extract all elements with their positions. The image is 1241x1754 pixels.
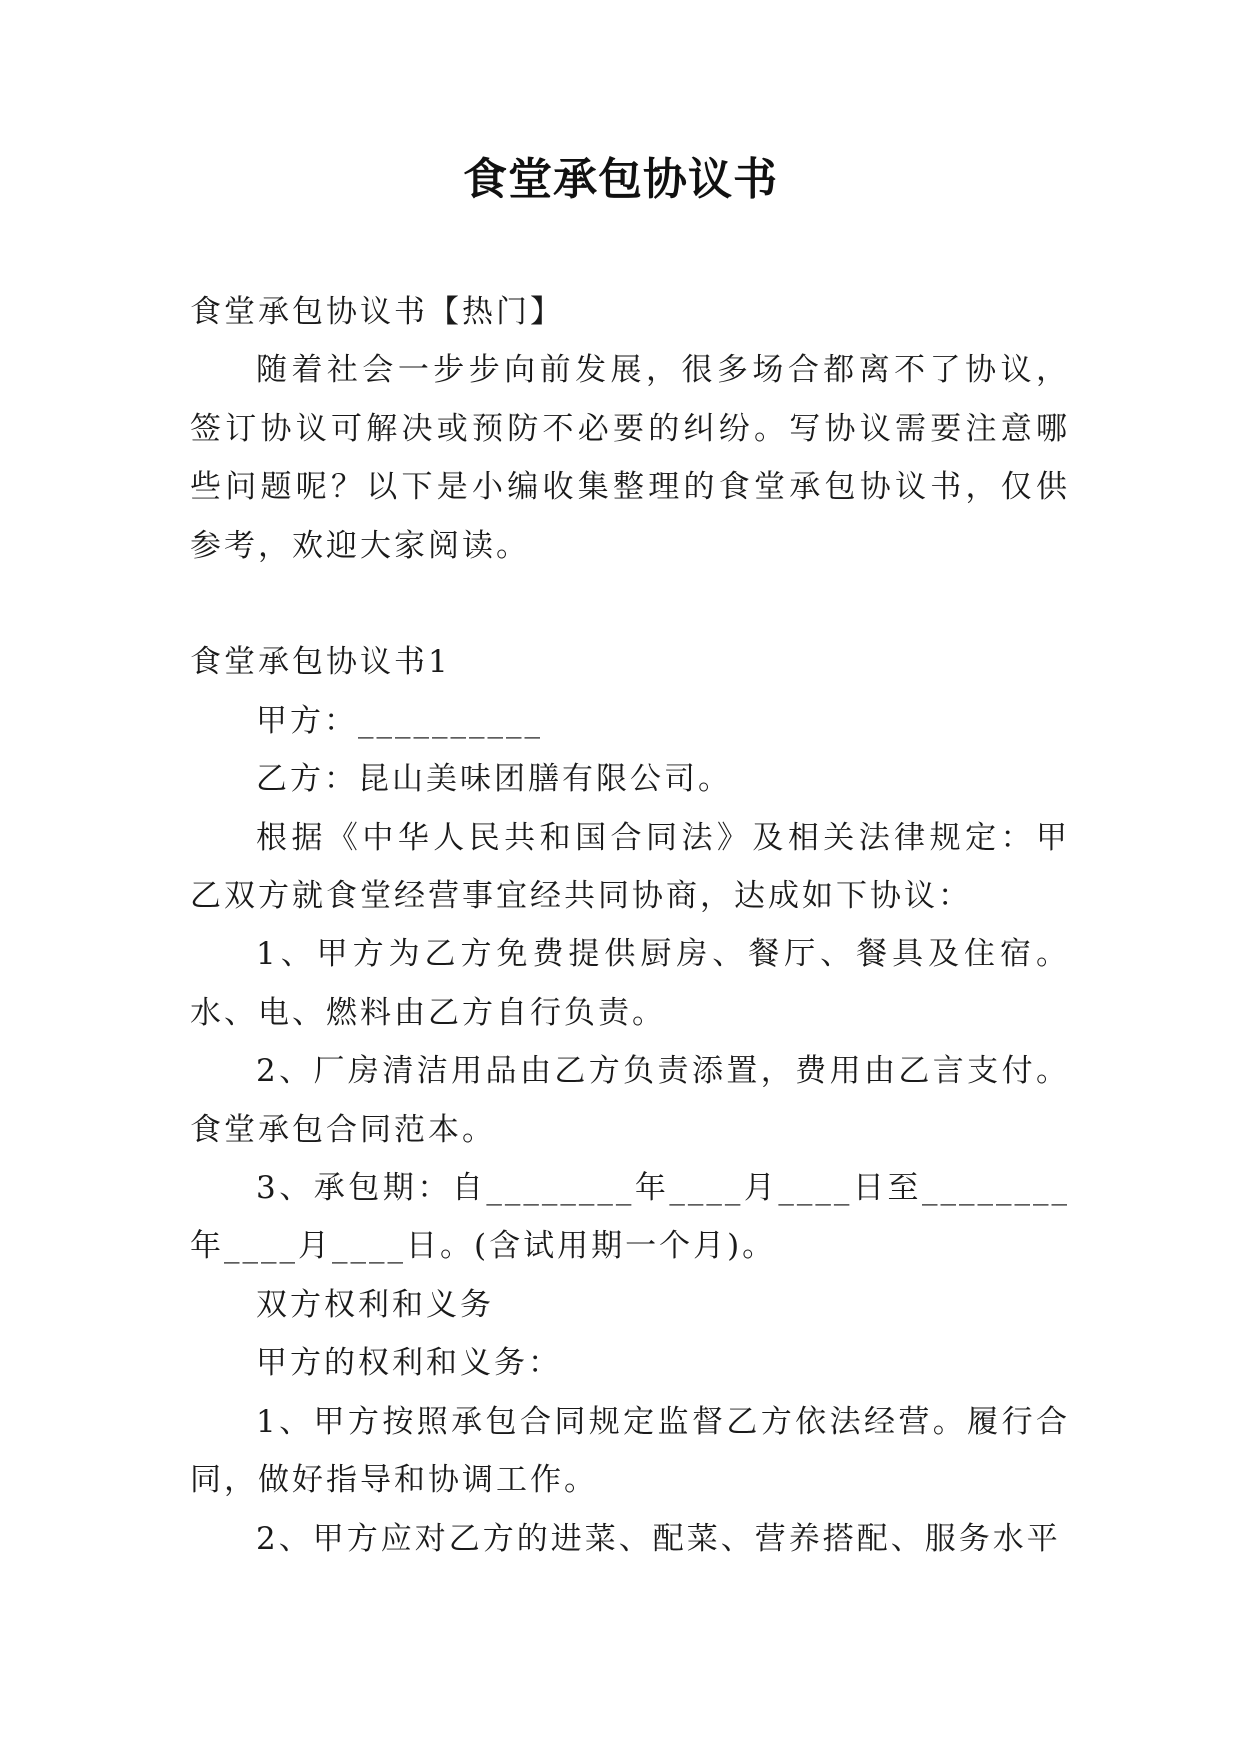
document-title: 食堂承包协议书 <box>463 154 778 205</box>
clause-2: 2、厂房清洁用品由乙方负责添置，费用由乙言支付。食堂承包合同范本。 <box>190 1053 1070 1148</box>
party-a-line: 甲方：__________ <box>256 702 543 739</box>
section-heading: 食堂承包协议书1 <box>190 644 451 681</box>
rights-heading: 双方权利和义务 <box>256 1286 494 1323</box>
intro-paragraph: 随着社会一步步向前发展，很多场合都离不了协议，签订协议可解决或预防不必要的纠纷。写协议需要注意哪些问题呢？以下是小编收集整理的食堂承包协议书，仅供参考，欢迎大家阅读。 <box>190 352 1070 564</box>
party-b-line: 乙方：昆山美味团膳有限公司。 <box>256 761 732 798</box>
party-a-right-2: 2、甲方应对乙方的进菜、配菜、营养搭配、服务水平 <box>256 1520 1061 1557</box>
paragraph-gap <box>190 575 1070 633</box>
legal-basis-paragraph: 根据《中华人民共和国合同法》及相关法律规定：甲乙双方就食堂经营事宜经共同协商，达成如下协议： <box>190 819 1070 915</box>
subtitle-line: 食堂承包协议书【热门】 <box>190 294 564 330</box>
clause-1: 1、甲方为乙方免费提供厨房、餐厅、餐具及住宿。水、电、燃料由乙方自行负责。 <box>190 936 1070 1031</box>
document-body <box>190 283 1070 1568</box>
party-a-right-1: 1、甲方按照承包合同规定监督乙方依法经营。履行合同，做好指导和协调工作。 <box>190 1403 1070 1499</box>
clause-3: 3、承包期：自________年____月____日至________年____月____日。(含试用期一个月)。 <box>190 1170 1070 1265</box>
party-a-rights-heading: 甲方的权利和义务： <box>256 1345 562 1382</box>
